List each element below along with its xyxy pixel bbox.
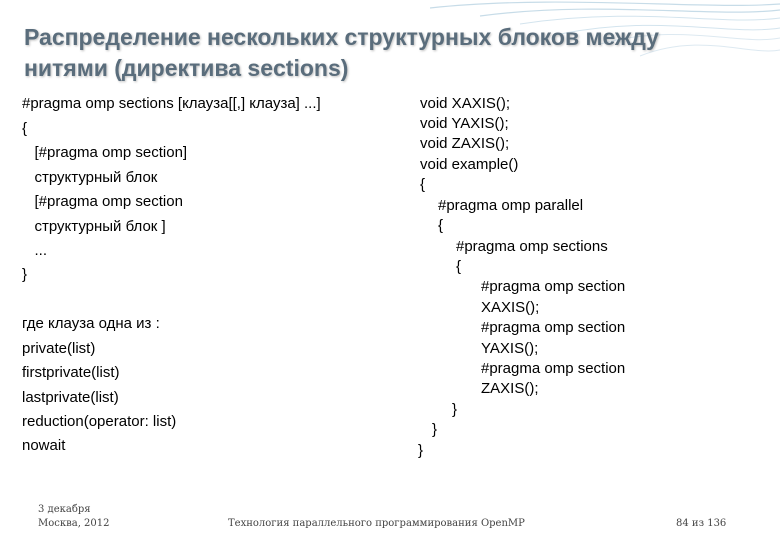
syntax-line: структурный блок ] <box>22 218 166 235</box>
code-line: } <box>452 401 458 418</box>
syntax-line: } <box>22 266 28 283</box>
clause-item: private(list) <box>22 340 96 357</box>
code-line: void YAXIS(); <box>420 115 509 132</box>
code-line: void example() <box>420 156 519 173</box>
code-line: #pragma omp sections <box>456 238 608 255</box>
code-line: void ZAXIS(); <box>420 135 510 152</box>
code-line: #pragma omp section <box>481 360 626 377</box>
code-line: } <box>432 421 438 438</box>
page-number: 84 из 136 <box>676 518 727 529</box>
clause-item: firstprivate(list) <box>22 364 120 381</box>
code-line: void XAXIS(); <box>420 95 511 112</box>
code-line: XAXIS(); <box>481 299 540 316</box>
clause-heading: где клауза одна из : <box>22 315 160 332</box>
syntax-line: { <box>22 120 28 137</box>
code-line: } <box>418 442 424 459</box>
clause-item: lastprivate(list) <box>22 389 119 406</box>
footer-date: 3 декабря <box>38 504 91 515</box>
clause-item: reduction(operator: list) <box>22 413 177 430</box>
code-line: ZAXIS(); <box>481 380 539 397</box>
syntax-line: [#pragma omp section <box>22 193 183 210</box>
footer-place-year: Москва, 2012 <box>38 518 110 529</box>
slide-title: Распределение нескольких структурных блоков между нитями (директива sections) <box>24 24 659 81</box>
code-line: { <box>438 217 444 234</box>
syntax-line: структурный блок <box>22 169 158 186</box>
code-line: { <box>456 258 462 275</box>
syntax-line: ... <box>22 242 48 259</box>
syntax-line: #pragma omp sections [клауза[[,] клауза] ...] <box>22 95 321 112</box>
code-line: #pragma omp parallel <box>438 197 584 214</box>
code-line: YAXIS(); <box>481 340 539 357</box>
syntax-line: [#pragma omp section] <box>22 144 188 161</box>
code-line: { <box>420 176 426 193</box>
code-line: #pragma omp section <box>481 278 626 295</box>
clause-item: nowait <box>22 437 66 454</box>
code-line: #pragma omp section <box>481 319 626 336</box>
footer-course: Технология параллельного программирования OpenMP <box>228 518 525 529</box>
